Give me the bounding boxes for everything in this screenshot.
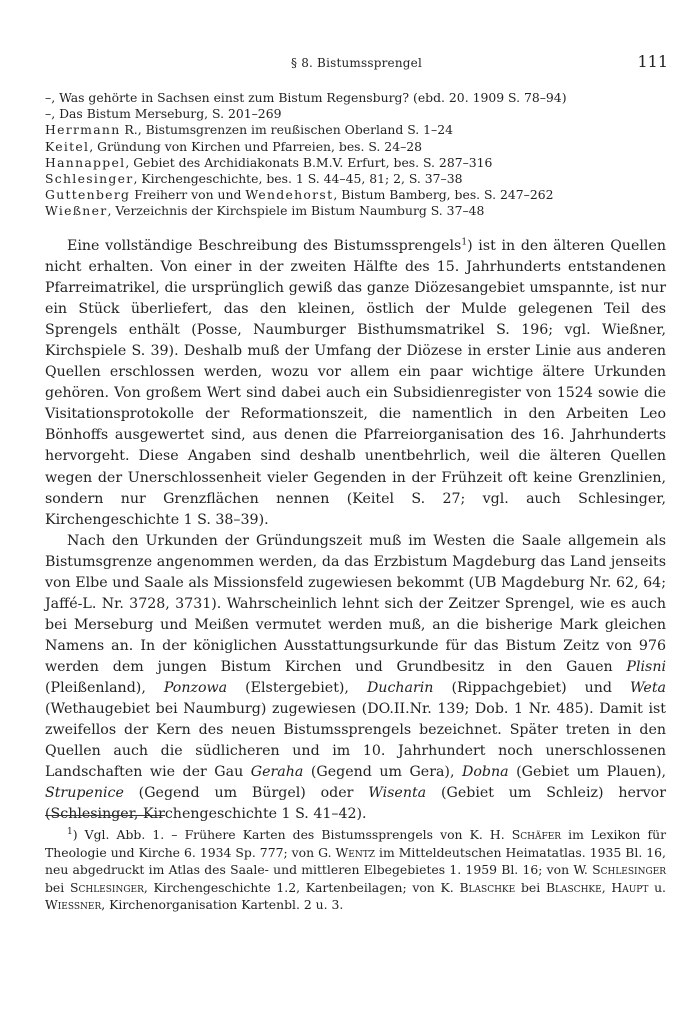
paragraph: Eine vollständige Beschreibung des Bistumssprengels$^1$) ist in den älteren Quellen nicht erhalten. Von einer in der zweiten Hälfte des 15. Jahrhunderts entstandenen Pfarreimatrikel, die ursprünglich gewiß das ganze Diözesangebiet umspannte, ist nur ein Stück überliefert, das den kleinen, östlich der Mulde gelegenen Teil des Sprengels enthält (Posse, Naumburger Bisthumsmatrikel S. 196; vgl. Wießner, Kirchspiele S. 39). Deshalb muß der Umfang der Diözese in erster Linie aus anderen Quellen erschlossen werden, wozu vor allem ein paar wichtige ältere Urkunden gehören. Von großem Wert sind dabei auch ein Subsidienregister von 1524 sowie die Visitationsprotokolle der Reformationszeit, die namentlich in den Arbeiten Leo Bönhoffs ausgewertet sind, aus denen die Pfarreiorganisation des 16. Jahrhunderts hervorgeht. Diese Angaben sind deshalb unentbehrlich, weil die älteren Quellen wegen der Unerschlossenheit vieler Gegenden in der Frühzeit oft keine Grenzlinien, sondern nur Grenzflächen nennen (Keitel S. 27; vgl. auch Schlesinger, Kirchengeschichte 1 S. 38–39). [45,237,666,528]
bibliography-author: Herrmann [45,122,121,138]
bibliography-author: Wendehorst [245,187,334,203]
footnote-text: $^1$) Vgl. Abb. 1. – Frühere Karten des Bistumssprengels von K. H. Schäfer im Lexikon für Theologie und Kirche 6. 1934 Sp. 777; von G. Wentz im Mitteldeutschen Heimatatlas. 1935 Bl. 16, neu abgedruckt im Atlas des Saale- und mittleren Elbegebietes 1. 1959 Bl. 16; von W. Schlesinger bei Schlesinger, Kirchengeschichte 1.2, Kartenbeilagen; von K. Blaschke bei Blaschke, Haupt u. Wiessner, Kirchenorganisation Kartenbl. 2 u. 3. [45,826,666,913]
author-name: Blaschke [545,879,602,895]
bibliography-author: Schlesinger [45,171,134,187]
bibliography-author: Wießner [45,203,108,219]
place-name: Ponzowa [163,679,228,696]
bibliography-author: Guttenberg [45,187,131,203]
author-name: Wiessner [45,897,102,913]
bibliography-entry: –, Was gehörte in Sachsen einst zum Bistum Regensburg? (ebd. 20. 1909 S. 78–94) [45,90,567,105]
footnote-marker: 1 [67,826,73,837]
bibliography-author: Keitel [45,138,90,154]
place-name: Plisni [626,658,666,675]
bibliography-author: Hannappel [45,154,126,170]
bibliography-entry: Schlesinger, Kirchengeschichte, bes. 1 S. 44–45, 81; 2, S. 37–38 [45,171,463,187]
footnote-reference[interactable]: 1 [461,237,468,248]
page-number: 111 [637,52,668,71]
author-name: Haupt [611,879,649,895]
place-name: Geraha [250,764,304,781]
bibliography-entry: Herrmann R., Bistumsgrenzen im reußischen Oberland S. 1–24 [45,122,453,138]
bibliography-entry: Wießner, Verzeichnis der Kirchspiele im Bistum Naumburg S. 37–48 [45,203,485,219]
author-name: Schlesinger [69,879,144,895]
bibliography-entry: Guttenberg Freiherr von und Wendehorst, Bistum Bamberg, bes. S. 247–262 [45,187,554,203]
bibliography-entry: Hannappel, Gebiet des Archidiakonats B.M.V. Erfurt, bes. S. 287–316 [45,154,493,170]
main-text [45,236,666,825]
running-head: § 8. Bistumssprengel [290,56,422,70]
page-header [45,52,668,74]
bibliography-entry: –, Das Bistum Merseburg, S. 201–269 [45,106,282,122]
bibliography-list [45,90,668,220]
paragraph: Nach den Urkunden der Gründungszeit muß im Westen die Saale allgemein als Bistumsgrenze angenommen werden, da das Erzbistum Magdeburg das Land jenseits von Elbe und Saale als Missionsfeld zugewiesen bekommt (UB Magdeburg Nr. 62, 64; Jaffé-L. Nr. 3728, 3731). Wahrscheinlich lehnt sich der Zeitzer Sprengel, wie es auch bei Merseburg und Meißen vermutet werden muß, an die bisherige Mark gleichen Namens an. In der königlichen Ausstattungsurkunde für das Bistum Zeitz von 976 werden dem jungen Bistum Kirchen und Grundbesitz in den Gauen Plisni (Pleißenland), Ponzowa (Elstergebiet), Ducharin (Rippachgebiet) und Weta (Wethaugebiet bei Naumburg) zugewiesen (DO.II.Nr. 139; Dob. 1 Nr. 485). Damit ist zweifellos der Kern des neuen Bistumssprengels bezeichnet. Später treten in den Quellen auch die südlicheren und im 10. Jahrhundert noch unerschlossenen Landschaften wie der Gau Geraha (Gegend um Gera), Dobna (Gebiet um Plauen), Strupenice (Gegend um Bürgel) oder Wisenta (Gebiet um Schleiz) hervor (Schlesinger, Kirchengeschichte 1 S. 41–42). [45,532,667,823]
bibliography-entry: Keitel, Gründung von Kirchen und Pfarreien, bes. S. 24–28 [45,138,423,154]
place-name: Ducharin [366,679,434,696]
author-name: Schlesinger [592,862,666,878]
author-name: Blaschke [459,879,516,895]
place-name: Strupenice [45,785,124,802]
footnote [45,826,666,914]
place-name: Weta [630,679,666,696]
footnote-separator [45,815,165,816]
author-name: Schäfer [511,827,562,842]
place-name: Dobna [462,764,509,781]
place-name: Wisenta [368,785,427,802]
author-name: Wentz [335,844,375,860]
